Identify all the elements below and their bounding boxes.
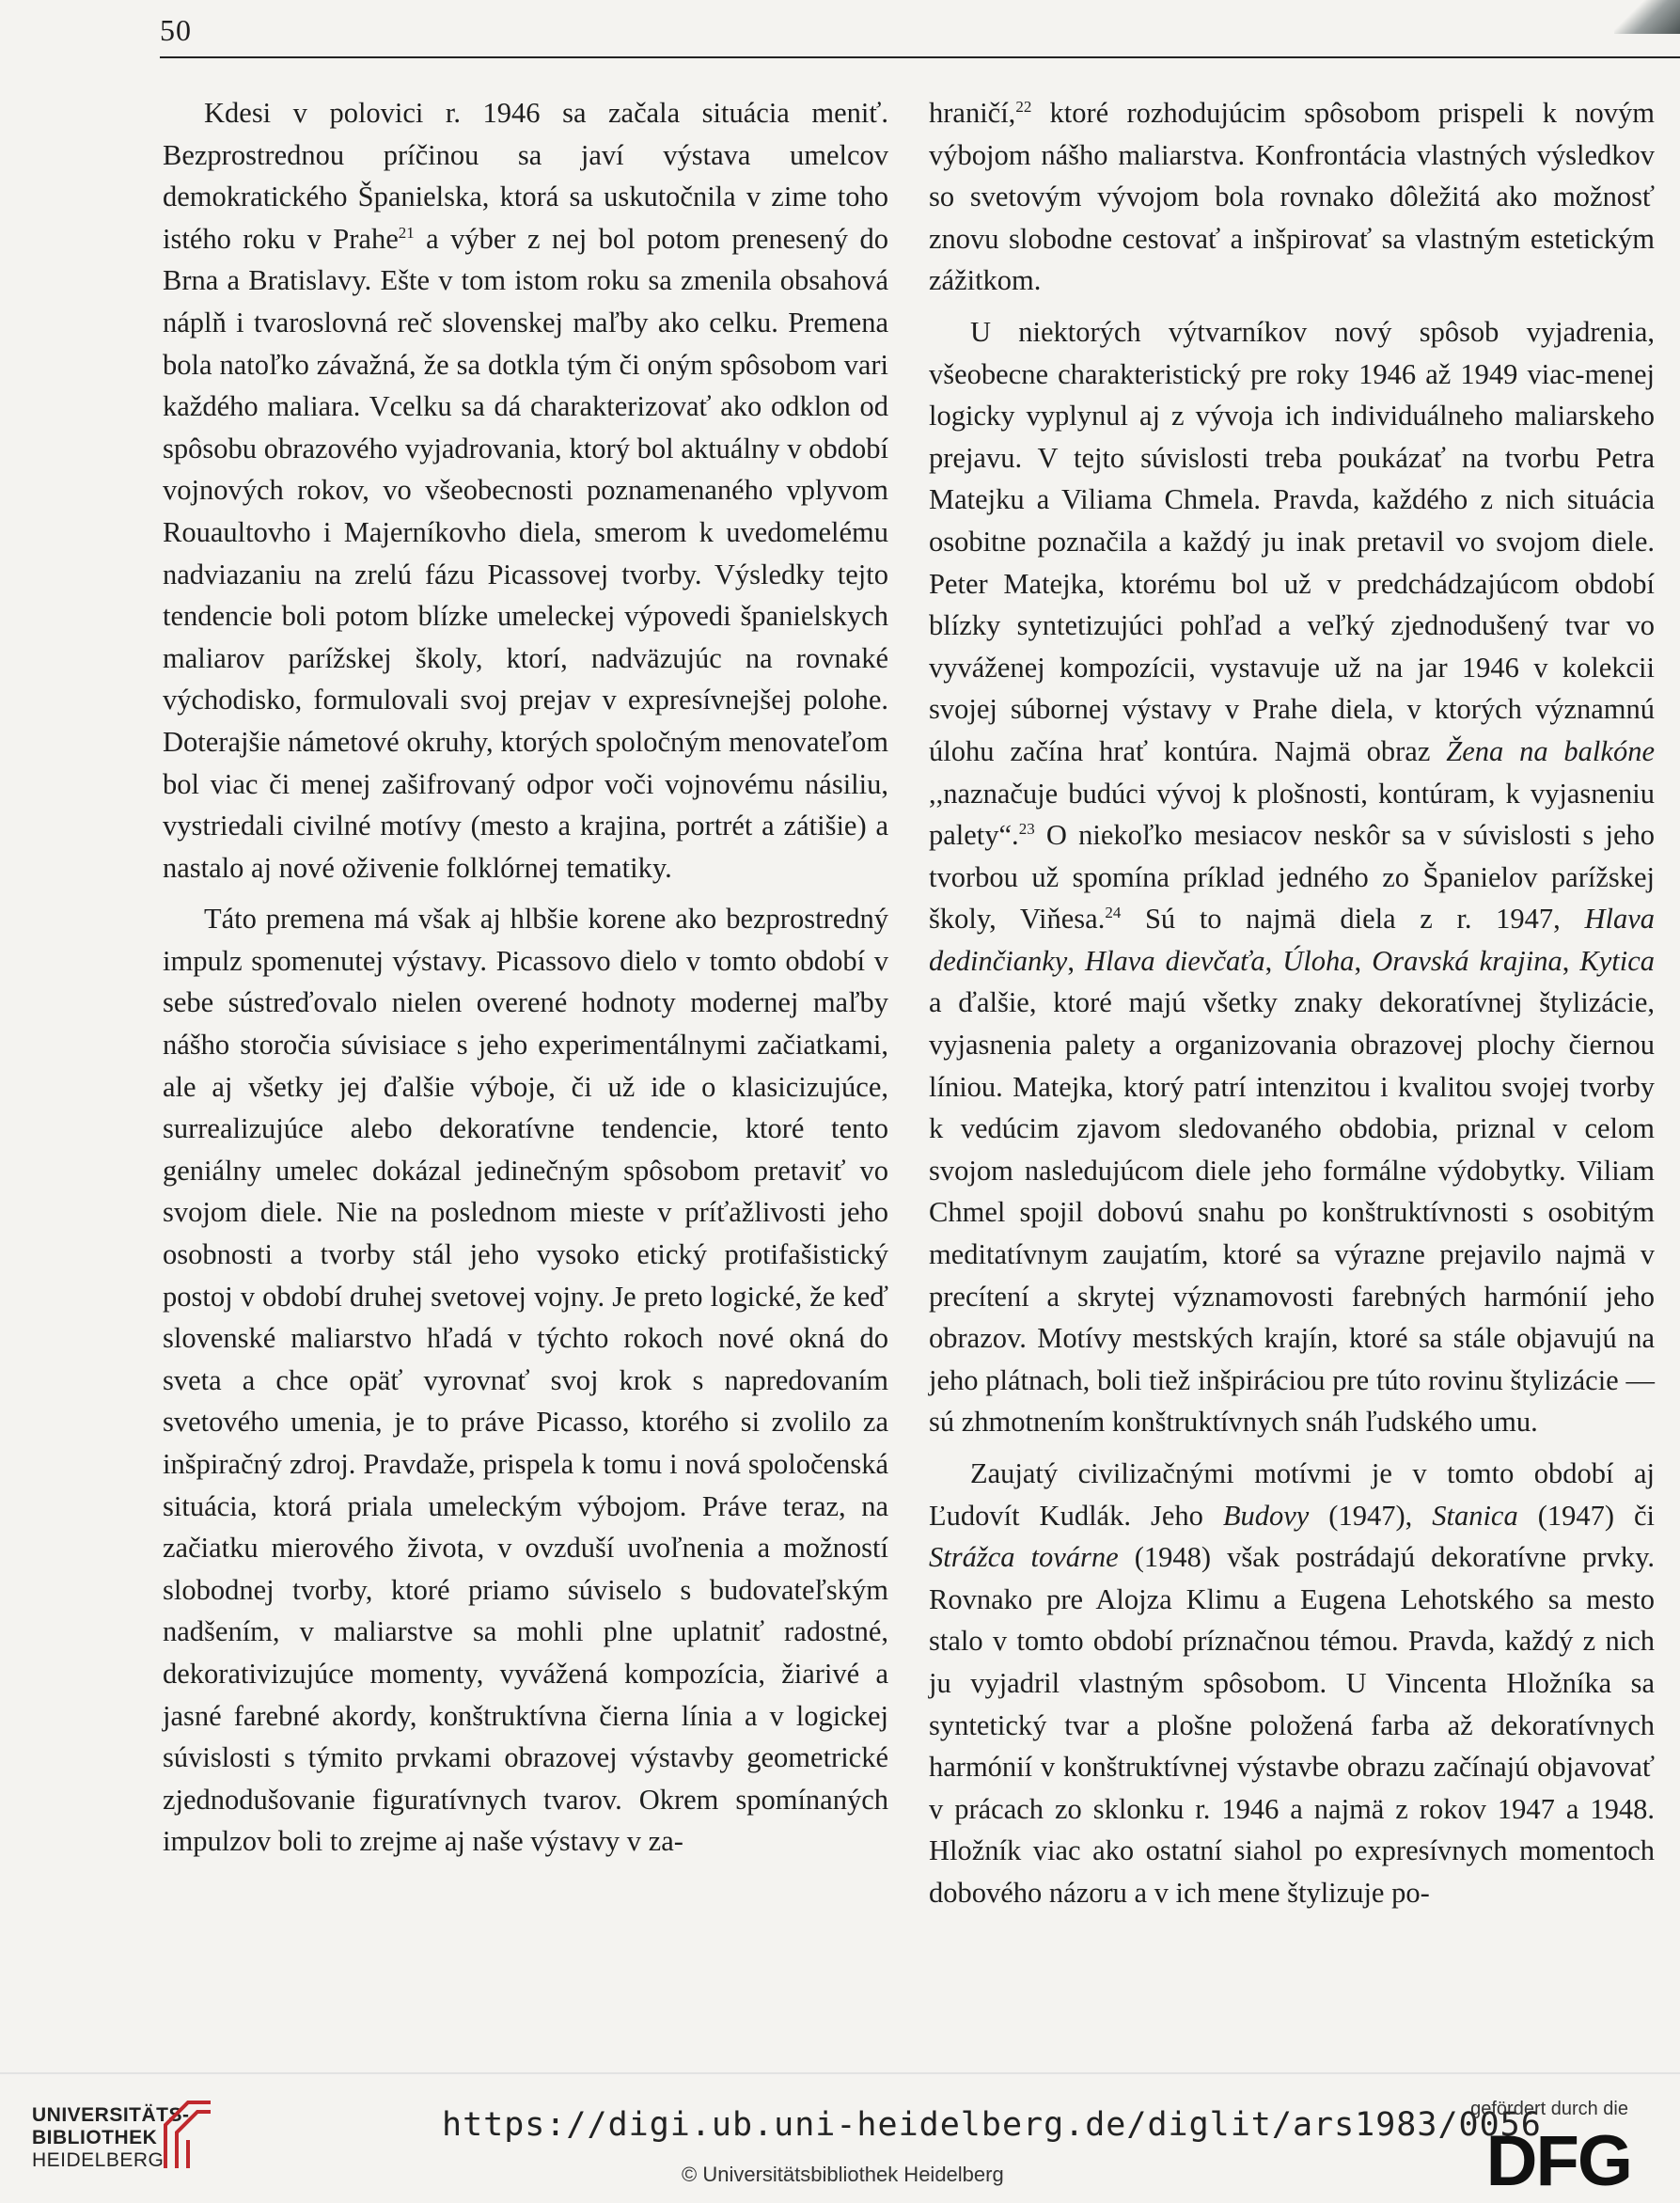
text-run: ktoré rozhodujúcim spôsobom prispeli k novým výbojom nášho maliarstva. Konfrontácia vlastných výsledkov so svetovým vývojom bola rovnako dôležitá ako možnosť znovu slobodne cestovať a inšpirovať sa vlastným estetickým zážitkom. bbox=[929, 97, 1655, 297]
page-number: 50 bbox=[160, 13, 192, 47]
paragraph bbox=[163, 898, 888, 1863]
text-run: U niektorých výtvarníkov nový spôsob vyjadrenia, všeobecne charakteristický pre roky 1946 až 1949 viac-menej logicky vyplynul aj z vývoja ich individuálneho maliarskeho prejavu. V tejto súvislosti treba poukázať na tvorbu Petra Matejku a Viliama Chmela. Pravda, každého z nich situácia osobitne poznačila a každý ju inak pretavil vo svojom diele. Peter Matejka, ktorému bol už v predchádzajúcom období blízky syntetizujúci pohľad a veľký zjednodušený tvar vo vyváženej kompozícii, vystavuje už na jar 1946 v kolekcii svojej súbornej výstavy v Prahe diela, v ktorých významnú úlohu začína hrať kontúra. Najmä obraz bbox=[929, 315, 1655, 767]
text-run: Táto premena má však aj hlbšie korene ako bezprostredný impulz spomenutej výstavy. Picassovo dielo v tomto období v sebe sústreďovalo nielen overené hodnoty modernej maľby nášho storočia súvisiace s jeho experimentálnymi začiatkami, ale aj všetky jej ďalšie výboje, či už ide o klasicizujúce, surrealizujúce alebo dekoratívne tendencie, ktoré tento geniálny umelec dokázal jedinečným spôsobom pretaviť vo svojom diele. Nie na poslednom mieste v príťažlivosti jeho osobnosti a tvorby stál jeho vysoko etický protifašistický postoj v období druhej svetovej vojny. Je preto logické, že keď slovenské maliarstvo hľadá v týchto rokoch nové okná do sveta a chce opäť vyrovnať svoj krok s napredovaním svetového umenia, je to práve Picasso, ktorého si zvolilo za inšpiračný zdroj. Pravdaže, prispela k tomu i nová spoločenská situácia, ktorá priala umeleckým výbojom. Práve teraz, na začiatku mierového života, v ovzduší uvoľnenia a možností slobodnej tvorby, ktoré priamo súviselo s budovateľským nadšením, v maliarstve sa mohli plne uplatniť radostné, dekorativizujúce momenty, vyvážená kompozícia, žiarivé a jasné farebné akordy, konštruktívna čierna línia a v logickej súvislosti s týmito prvkami obrazovej výstavby geometrické zjednodušovanie figuratívnych tvarov. Okrem spomínaných impulzov boli to zrejme aj naše výstavy v za- bbox=[163, 903, 888, 1858]
text-run: Kdesi v polovici r. 1946 sa začala situácia meniť. Bezprostrednou príčinou sa javí výstava umelcov demokratického Španielska, ktorá sa uskutočnila v zime toho istého roku v Prahe bbox=[163, 97, 888, 255]
top-rule bbox=[160, 56, 1680, 58]
text-run: , bbox=[1264, 944, 1283, 977]
library-name-line-3: HEIDELBERG bbox=[32, 2149, 165, 2171]
text-run: O niekoľko mesiacov neskôr sa v súvislosti s jeho tvorbou už spomína príklad jedného zo Španielov parížskej školy, Viňesa. bbox=[929, 819, 1655, 936]
artwork-title: Budovy bbox=[1222, 1499, 1310, 1532]
text-run: (1947) či bbox=[1517, 1499, 1655, 1532]
dfg-logo[interactable]: DFG bbox=[1485, 2121, 1631, 2201]
library-name-line-2: BIBLIOTHEK bbox=[32, 2127, 158, 2148]
text-run: a výber z nej bol potom prenesený do Brna a Bratislavy. Ešte v tom istom roku sa zmenila obsahová náplň i tvaroslovná reč slovenskej maľby ako celku. Premena bola natoľko závažná, že sa dotkla tým či oným spôsobom vari každého maliara. Vcelku sa dá charakterizovať ako odklon od spôsobu obrazového vyjadrovania, ktorý bol aktuálny v období vojnových rokov, vo všeobecnosti poznamenaného vplyvom Rouaultovho i Majerníkovho diela, smerom k uvedomelému nadviazaniu na zrelú fázu Picassovej tvorby. Výsledky tejto tendencie boli potom blízke umeleckej výpovedi španielskych maliarov parížskej školy, ktorí, nadväzujúc na rovnaké východisko, formulovali svoj prejav v expresívnejšej polohe. Doterajšie námetové okruhy, ktorých spoločným menovateľom bol viac či menej zašifrovaný odpor voči vojnovému násiliu, vystriedali civilné motívy (mesto a krajina, portrét a zátišie) a nastalo aj nové oživenie folklórnej tematiky. bbox=[163, 222, 888, 884]
paragraph bbox=[929, 92, 1655, 302]
text-run: , bbox=[1067, 944, 1086, 977]
right-column bbox=[929, 92, 1655, 1924]
paragraph bbox=[163, 92, 888, 889]
text-run: hraničí, bbox=[929, 97, 1016, 129]
footnote-ref: 22 bbox=[1015, 97, 1032, 116]
footnote-ref: 23 bbox=[1018, 819, 1035, 838]
artwork-title: Strážca továrne bbox=[929, 1541, 1119, 1574]
footnote-ref: 24 bbox=[1105, 904, 1122, 922]
left-column bbox=[163, 92, 888, 1872]
text-run: Sú to najmä diela z r. 1947, bbox=[1121, 903, 1585, 936]
text-run: a ďalšie, ktoré majú všetky znaky dekoratívnej štylizácie, vyjasnenia palety a organizovania obrazovej plochy čiernou líniou. Matejka, ktorý patrí intenzitou i kvalitou svojej tvorby k vedúcim zjavom sledovaného obdobia, priznal v celom svojom nasledujúcom diele jeho formálne výdobytky. Viliam Chmel spojil dobovú snahu po konštruktívnosti s osobitým meditatívnym zaujatím, ktoré sa výrazne prejavilo najmä v precítení a skrytej významovosti farebných harmónií jeho obrazov. Motívy mestských krajín, ktoré sa stále objavujú na jeho plátnach, boli tiež inšpiráciou pre túto rovinu štylizácie — sú zhmotnením konštruktívnych snáh ľudského umu. bbox=[929, 986, 1655, 1439]
paragraph bbox=[929, 311, 1655, 1443]
artwork-title: Hlava dedinčianky bbox=[929, 903, 1655, 977]
text-run: Zaujatý civilizačnými motívmi je v tomto období aj Ľudovít Kudlák. Jeho bbox=[929, 1457, 1655, 1532]
footnote-ref: 21 bbox=[398, 223, 415, 242]
document-url-link[interactable]: https://digi.ub.uni-heidelberg.de/diglit/ars1983/0056 bbox=[442, 2106, 1542, 2144]
paragraph bbox=[929, 1453, 1655, 1914]
text-run: , bbox=[1354, 944, 1373, 977]
text-run: (1947), bbox=[1309, 1499, 1433, 1532]
scan-corner-mark bbox=[1614, 0, 1680, 34]
copyright-text: © Universitätsbibliothek Heidelberg bbox=[682, 2163, 1004, 2186]
text-run: (1948) však postrádajú dekoratívne prvky. Rovnako pre Alojza Klimu a Eugena Lehotského sa mesto stalo v tomto období príznačnou témou. Pravda, každý z nich ju vyjadril vlastným spôsobom. U Vincenta Hložníka sa syntetický tvar a plošne položená farba až dekoratívnych harmónií v konštruktívnej výstavbe obrazu začínajú objavovať v prácach zo sklonku r. 1946 a najmä z rokov 1947 a 1948. Hložník viac ako ostatní siahol po expresívnych momentoch dobového názoru a v ich mene štylizuje po- bbox=[929, 1541, 1655, 1909]
text-run: , bbox=[1562, 944, 1580, 977]
artwork-title: Oravská krajina bbox=[1372, 944, 1562, 977]
text-run: ,,naznačuje budúci vývoj k plošnosti, kontúram, k vyjasneniu palety“. bbox=[929, 777, 1655, 852]
funder-label: gefördert durch die bbox=[1470, 2099, 1628, 2119]
artwork-title: Kytica bbox=[1579, 944, 1656, 977]
artwork-title: Žena na balkóne bbox=[1446, 734, 1655, 767]
artwork-title: Stanica bbox=[1432, 1499, 1518, 1532]
library-emblem-icon bbox=[160, 2093, 214, 2176]
footer-bar bbox=[0, 2072, 1680, 2203]
artwork-title: Hlava dievčaťa bbox=[1085, 944, 1265, 977]
library-name-line-1: UNIVERSITÄTS- bbox=[32, 2104, 190, 2126]
artwork-title: Úloha bbox=[1282, 944, 1355, 977]
